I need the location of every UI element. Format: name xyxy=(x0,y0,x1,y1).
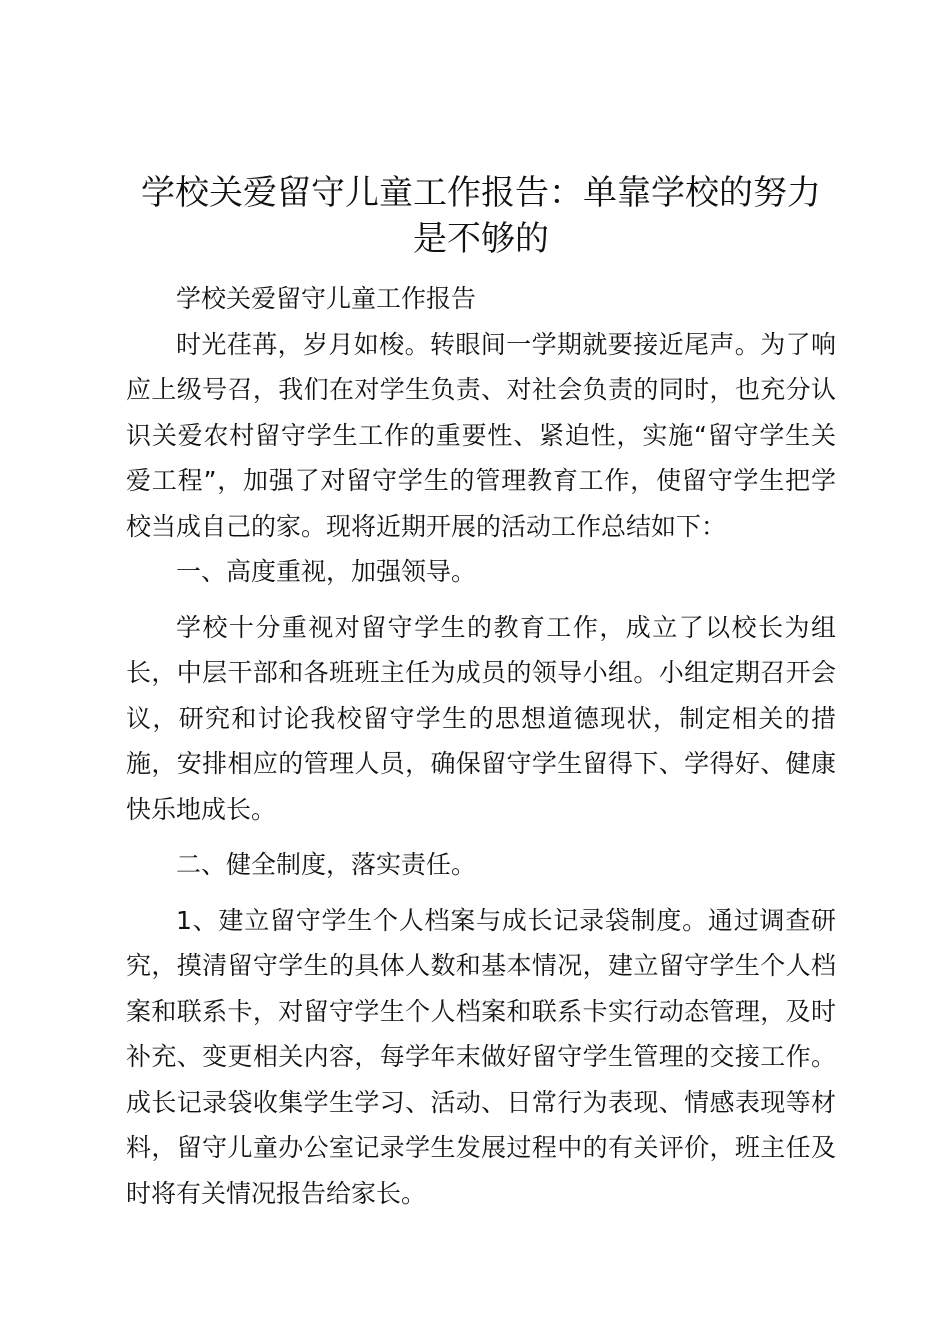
paragraph-intro: 时光荏苒，岁月如梭。转眼间一学期就要接近尾声。为了响应上级号召，我们在对学生负责、对社会负责的同时，也充分认识关爱农村留守学生工作的重要性、紧迫性，实施“留守学生关爱工程”，加强了对留守学生的管理教育工作，使留守学生把学校当成自己的家。现将近期开展的活动工作总结如下： xyxy=(126,329,836,541)
section-1-body: 学校十分重视对留守学生的教育工作，成立了以校长为组长，中层干部和各班班主任为成员的领导小组。小组定期召开会议，研究和讨论我校留守学生的思想道德现状，制定相关的措施，安排相应的管理人员，确保留守学生留得下、学得好、健康快乐地成长。 xyxy=(126,612,836,824)
section-1-heading: 一、高度重视，加强领导。 xyxy=(176,557,477,586)
title-line-1: 学校关爱留守儿童工作报告：单靠学校的努力 xyxy=(141,173,821,213)
document-title xyxy=(126,170,836,262)
section-2-heading: 二、健全制度，落实责任。 xyxy=(176,850,477,879)
document-body xyxy=(126,276,836,1216)
document-page xyxy=(126,170,836,1216)
title-line-2: 是不够的 xyxy=(413,219,549,259)
document-subtitle: 学校关爱留守儿童工作报告 xyxy=(176,284,477,313)
section-2-item-1: 1、建立留守学生个人档案与成长记录袋制度。通过调查研究，摸清留守学生的具体人数和基本情况，建立留守学生个人档案和联系卡，对留守学生个人档案和联系卡实行动态管理，及时补充、变更相关内容，每学年末做好留守学生管理的交接工作。成长记录袋收集学生学习、活动、日常行为表现、情感表现等材料，留守儿童办公室记录学生发展过程中的有关评价，班主任及时将有关情况报告给家长。 xyxy=(126,905,836,1208)
